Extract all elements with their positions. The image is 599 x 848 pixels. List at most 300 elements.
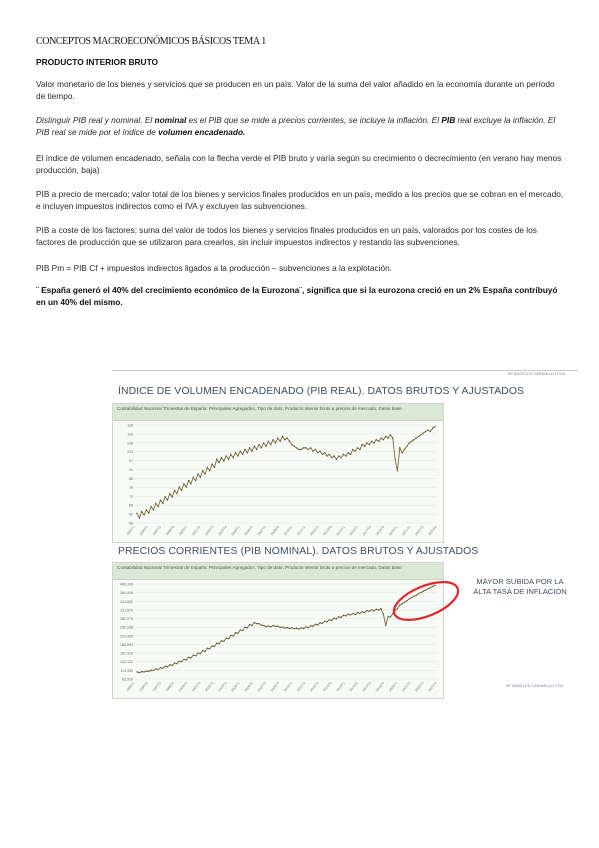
data-point xyxy=(226,637,227,638)
data-point xyxy=(277,437,278,438)
data-point xyxy=(174,662,175,663)
data-point xyxy=(413,439,414,440)
data-point xyxy=(280,627,281,628)
data-point xyxy=(406,446,407,447)
data-point xyxy=(334,618,335,619)
data-point xyxy=(193,477,194,478)
y-tick-label: 91 xyxy=(129,468,133,473)
data-point xyxy=(352,613,353,614)
data-point xyxy=(362,444,363,445)
data-point xyxy=(200,653,201,654)
data-point xyxy=(237,455,238,456)
data-point xyxy=(265,626,266,627)
data-point xyxy=(172,665,173,666)
x-tick-label: 2022T3 xyxy=(414,681,425,693)
data-point xyxy=(310,447,311,448)
data-point xyxy=(233,635,234,636)
data-point xyxy=(341,617,342,618)
data-point xyxy=(275,442,276,443)
data-point xyxy=(209,648,210,649)
data-point xyxy=(211,464,212,465)
data-point xyxy=(280,441,281,442)
data-point xyxy=(371,441,372,442)
x-tick-label: 2003T4 xyxy=(217,681,228,693)
x-tick-label: 2002T3 xyxy=(204,525,215,537)
x-tick-label: 2006T2 xyxy=(243,681,254,693)
data-point xyxy=(183,659,184,660)
data-point xyxy=(179,486,180,487)
data-point xyxy=(263,625,264,626)
data-point xyxy=(362,611,363,612)
data-point xyxy=(350,614,351,615)
data-point xyxy=(404,449,405,450)
data-point xyxy=(233,457,234,458)
data-point xyxy=(179,661,180,662)
data-point xyxy=(240,451,241,452)
data-point xyxy=(242,630,243,631)
data-point xyxy=(162,668,163,669)
data-point xyxy=(244,449,245,450)
data-point xyxy=(136,671,137,672)
data-point xyxy=(287,627,288,628)
y-tick-label: 222.495 xyxy=(120,634,133,639)
x-tick-label: 1998T4 xyxy=(164,681,176,693)
data-point xyxy=(319,622,320,623)
data-point xyxy=(409,442,410,443)
x-tick-label: 2020T1 xyxy=(387,525,399,537)
data-point xyxy=(315,449,316,450)
data-point xyxy=(202,470,203,471)
y-tick-label: 188.693 xyxy=(120,642,133,647)
x-tick-label: 2012T3 xyxy=(309,525,320,537)
data-point xyxy=(226,455,227,456)
data-point xyxy=(308,449,309,450)
x-tick-label: 2023T4 xyxy=(427,525,438,537)
data-point xyxy=(331,457,332,458)
data-point xyxy=(336,618,337,619)
data-point xyxy=(160,667,161,668)
data-point xyxy=(434,426,435,427)
x-tick-label: 2018T4 xyxy=(374,525,386,537)
data-point xyxy=(369,444,370,445)
data-point xyxy=(432,428,433,429)
data-point xyxy=(146,670,147,671)
data-point xyxy=(195,480,196,481)
data-point xyxy=(308,627,309,628)
data-point xyxy=(158,669,159,670)
data-point xyxy=(249,447,250,448)
data-point xyxy=(141,671,142,672)
data-point xyxy=(214,646,215,647)
x-tick-label: 2016T2 xyxy=(348,525,359,537)
data-point xyxy=(366,610,367,611)
data-point xyxy=(430,431,431,432)
data-point xyxy=(148,671,149,672)
x-tick-label: 2000T1 xyxy=(177,525,189,537)
data-point xyxy=(305,447,306,448)
data-point xyxy=(411,441,412,442)
data-point xyxy=(141,511,142,512)
data-point xyxy=(200,477,201,478)
data-point xyxy=(345,615,346,616)
data-point xyxy=(270,444,271,445)
data-point xyxy=(202,650,203,651)
data-point xyxy=(146,509,147,510)
data-point xyxy=(383,613,384,614)
x-tick-label: 2023T4 xyxy=(427,681,438,693)
data-point xyxy=(289,628,290,629)
data-point xyxy=(143,671,144,672)
data-point xyxy=(256,623,257,624)
text-run: Distinguir PIB real y nominal. El xyxy=(36,115,155,125)
data-point xyxy=(296,447,297,448)
data-point xyxy=(190,483,191,484)
data-point xyxy=(193,655,194,656)
data-point xyxy=(369,611,370,612)
data-point xyxy=(376,609,377,610)
document-title: CONCEPTOS MACROECONÓMICOS BÁSICOS TEMA 1 xyxy=(36,36,266,47)
data-point xyxy=(223,460,224,461)
x-tick-label: 2012T3 xyxy=(309,681,320,693)
data-point xyxy=(258,623,259,624)
data-point xyxy=(160,500,161,501)
data-point xyxy=(324,621,325,622)
x-tick-label: 1998T4 xyxy=(164,525,176,537)
data-point xyxy=(298,628,299,629)
data-point xyxy=(305,626,306,627)
data-point xyxy=(247,627,248,628)
data-point xyxy=(172,496,173,497)
data-point xyxy=(204,473,205,474)
y-tick-label: 162.913 xyxy=(120,651,133,656)
data-point xyxy=(158,506,159,507)
data-point xyxy=(143,514,144,515)
data-point xyxy=(359,449,360,450)
data-point xyxy=(282,436,283,437)
data-point xyxy=(383,439,384,440)
data-point xyxy=(244,627,245,628)
data-point xyxy=(294,446,295,447)
data-point xyxy=(366,442,367,443)
data-point xyxy=(263,442,264,443)
data-point xyxy=(425,431,426,432)
data-point xyxy=(355,451,356,452)
data-point xyxy=(211,645,212,646)
x-tick-label: 2017T3 xyxy=(361,681,373,693)
data-point xyxy=(331,620,332,621)
x-tick-label: 2021T2 xyxy=(401,681,412,693)
x-tick-label: 1995T1 xyxy=(125,525,136,537)
data-point xyxy=(268,441,269,442)
x-tick-label: 2011T2 xyxy=(296,525,307,537)
data-point xyxy=(228,638,229,639)
data-point xyxy=(162,503,163,504)
data-point xyxy=(343,454,344,455)
data-point xyxy=(291,627,292,628)
data-point xyxy=(343,615,344,616)
data-point xyxy=(416,437,417,438)
data-point xyxy=(223,641,224,642)
data-point xyxy=(427,429,428,430)
x-tick-label: 1995T1 xyxy=(125,681,136,693)
inflation-annotation: MAYOR SUBIDA POR LA ALTA TASA DE INFLACIÓN xyxy=(473,577,567,596)
y-tick-label: 364.448 xyxy=(120,591,133,596)
data-point xyxy=(214,467,215,468)
data-point xyxy=(357,447,358,448)
paragraph-real-vs-nominal xyxy=(36,114,564,139)
x-tick-label: 2022T3 xyxy=(414,525,425,537)
data-point xyxy=(380,608,381,609)
data-point xyxy=(371,609,372,610)
y-tick-label: 73 xyxy=(129,494,133,499)
data-point xyxy=(359,613,360,614)
y-tick-label: 114 xyxy=(127,432,133,437)
data-point xyxy=(364,612,365,613)
data-point xyxy=(341,457,342,458)
data-point xyxy=(348,613,349,614)
series-line xyxy=(137,427,435,518)
data-point xyxy=(348,452,349,453)
y-tick-label: 341.662 xyxy=(120,599,133,604)
data-point xyxy=(209,470,210,471)
data-point xyxy=(176,493,177,494)
data-point xyxy=(301,627,302,628)
data-point xyxy=(418,436,419,437)
data-point xyxy=(326,621,327,622)
data-point xyxy=(284,628,285,629)
data-point xyxy=(336,459,337,460)
data-point xyxy=(373,610,374,611)
x-tick-label: 2001T2 xyxy=(190,525,202,537)
data-point xyxy=(197,652,198,653)
y-tick-label: 282.079 xyxy=(120,617,133,622)
data-point xyxy=(235,452,236,453)
data-point xyxy=(390,434,391,435)
x-tick-label: 2000T1 xyxy=(177,681,189,693)
chart-header-real: Contabilidad Nacional Trimestral de España: Principales Agregados, Tipo de dato, Producto interior bruto a precios de mercado, Datos base xyxy=(113,404,443,421)
data-point xyxy=(376,439,377,440)
data-point xyxy=(251,625,252,626)
data-point xyxy=(268,625,269,626)
y-tick-label: 143.122 xyxy=(120,660,133,665)
data-point xyxy=(254,446,255,447)
x-tick-label: 2002T3 xyxy=(204,681,215,693)
x-tick-label: 2015T1 xyxy=(335,681,346,693)
data-point xyxy=(317,624,318,625)
text-run-bold: nominal xyxy=(154,115,187,125)
data-point xyxy=(319,451,320,452)
paragraph-definition: Valor monetario de los bienes y servicios que se producen en un país. Valor de la suma del valor añadido en la economía durante un período de tiempo. xyxy=(36,79,555,102)
data-point xyxy=(165,666,166,667)
data-point xyxy=(289,441,290,442)
paragraph-volume-index: El índice de volumen encadenado, señala con la flecha verde el PIB bruto y varía según su crecimiento o decrecimiento (en verano hay menos producción, baja) xyxy=(36,153,562,176)
data-point xyxy=(195,655,196,656)
y-tick-label: 118 xyxy=(127,423,133,428)
data-point xyxy=(221,640,222,641)
data-point xyxy=(216,459,217,460)
y-tick-label: 62 xyxy=(129,512,133,517)
data-point xyxy=(402,452,403,453)
x-tick-label: 2006T2 xyxy=(243,525,254,537)
data-point xyxy=(139,672,140,673)
data-point xyxy=(150,670,151,671)
inflation-highlight xyxy=(388,572,464,630)
data-point xyxy=(188,480,189,481)
data-point xyxy=(261,625,262,626)
section-heading: PRODUCTO INTERIOR BRUTO xyxy=(36,57,159,67)
data-point xyxy=(324,452,325,453)
data-point xyxy=(221,457,222,458)
data-point xyxy=(329,619,330,620)
paragraph-formula: PIB Pm = PIB Cf + impuestos indirectos ligados a la producción – subvenciones a la explotación. xyxy=(36,263,393,273)
paragraph-market-price: PIB a precio de mercado; valor total de los bienes y servicios finales producidos en un país, medido a los precios que se cobran en el mercado, e incluyen impuestos indirectos como el IVA y excluyen las subvenciones. xyxy=(36,189,564,212)
x-tick-label: 2008T4 xyxy=(269,525,281,537)
data-point xyxy=(247,452,248,453)
chart-header-nominal: Contabilidad Nacional Trimestral de España: Principales Agregados, Tipo de dato, Producto interior bruto a precios de mercado, Datos base xyxy=(113,563,443,580)
data-point xyxy=(298,449,299,450)
x-tick-label: 2007T3 xyxy=(256,525,268,537)
data-point xyxy=(237,633,238,634)
y-tick-label: 83.539 xyxy=(122,677,133,682)
x-tick-label: 2010T1 xyxy=(282,681,294,693)
data-point xyxy=(219,643,220,644)
data-point xyxy=(148,513,149,514)
data-point xyxy=(167,666,168,667)
data-point xyxy=(287,437,288,438)
data-point xyxy=(338,616,339,617)
data-point xyxy=(169,493,170,494)
data-point xyxy=(204,651,205,652)
data-point xyxy=(380,437,381,438)
figure-credit-top: Mª ÁNGELES CARAMILLO POU xyxy=(508,372,566,376)
data-point xyxy=(322,623,323,624)
data-point xyxy=(207,467,208,468)
data-point xyxy=(350,454,351,455)
data-point xyxy=(315,624,316,625)
data-point xyxy=(373,442,374,443)
chart-title-nominal: PRECIOS CORRIENTES (PIB NOMINAL). DATOS BRUTOS Y AJUSTADOS xyxy=(118,546,479,557)
data-point xyxy=(272,439,273,440)
x-tick-label: 1997T3 xyxy=(151,681,163,693)
data-point xyxy=(291,444,292,445)
data-point xyxy=(385,436,386,437)
data-point xyxy=(207,648,208,649)
data-point xyxy=(242,454,243,455)
data-point xyxy=(270,626,271,627)
data-point xyxy=(181,661,182,662)
y-tick-label: 252.288 xyxy=(120,625,133,630)
y-tick-label: 400.339 xyxy=(120,582,133,587)
data-point xyxy=(296,628,297,629)
data-point xyxy=(235,632,236,633)
x-tick-label: 2015T1 xyxy=(335,525,346,537)
text-run-bold: PIB xyxy=(441,115,456,125)
data-point xyxy=(183,483,184,484)
data-point xyxy=(326,455,327,456)
y-tick-label: 79 xyxy=(129,485,133,490)
x-tick-label: 2005T1 xyxy=(230,525,241,537)
data-point xyxy=(317,452,318,453)
text-run: real excluye la inflación. El PIB real se mide por el índice de xyxy=(36,115,556,138)
data-point xyxy=(176,663,177,664)
data-point xyxy=(392,437,393,438)
data-point xyxy=(230,454,231,455)
data-point xyxy=(357,612,358,613)
data-point xyxy=(399,447,400,448)
x-tick-label: 2020T1 xyxy=(387,681,399,693)
x-tick-label: 2003T4 xyxy=(217,525,228,537)
data-point xyxy=(420,434,421,435)
data-point xyxy=(310,625,311,626)
data-point xyxy=(387,437,388,438)
data-point xyxy=(275,626,276,627)
data-point xyxy=(352,449,353,450)
paragraph-eurozone-quote: ¨ España generó el 40% del crecimiento económico de la Eurozona¨, significa que si la eurozona creció en un 2% España contribuyó en un 40% del mismo. xyxy=(36,285,558,308)
x-tick-label: 2007T3 xyxy=(256,681,268,693)
data-point xyxy=(153,509,154,510)
data-point xyxy=(378,610,379,611)
data-point xyxy=(312,451,313,452)
data-point xyxy=(256,449,257,450)
data-point xyxy=(345,455,346,456)
x-tick-label: 2008T4 xyxy=(269,681,281,693)
x-tick-label: 2011T2 xyxy=(296,681,307,693)
data-point xyxy=(197,473,198,474)
x-tick-label: 2010T1 xyxy=(282,525,294,537)
x-tick-label: 2013T4 xyxy=(322,525,333,537)
y-tick-label: 58 xyxy=(129,521,133,526)
data-point xyxy=(397,470,398,471)
data-point xyxy=(364,446,365,447)
data-point xyxy=(186,659,187,660)
data-point xyxy=(155,668,156,669)
data-point xyxy=(334,455,335,456)
data-point xyxy=(165,496,166,497)
data-point xyxy=(228,459,229,460)
chart-real-svg xyxy=(113,421,443,545)
text-run-bold: volumen encadenado. xyxy=(158,127,246,138)
data-point xyxy=(303,628,304,629)
data-point xyxy=(136,513,137,514)
data-point xyxy=(284,439,285,440)
data-point xyxy=(423,433,424,434)
data-point xyxy=(216,643,217,644)
data-point xyxy=(186,486,187,487)
data-point xyxy=(385,625,386,626)
data-point xyxy=(169,664,170,665)
data-point xyxy=(258,444,259,445)
data-point xyxy=(167,500,168,501)
x-tick-label: 2001T2 xyxy=(190,681,202,693)
data-point xyxy=(338,455,339,456)
y-tick-label: 85 xyxy=(129,476,133,481)
x-tick-label: 1996T2 xyxy=(138,525,149,537)
data-point xyxy=(249,624,250,625)
data-point xyxy=(355,614,356,615)
data-point xyxy=(395,459,396,460)
data-point xyxy=(150,506,151,507)
data-point xyxy=(240,629,241,630)
data-point xyxy=(265,446,266,447)
data-point xyxy=(251,451,252,452)
highlight-ellipse xyxy=(389,574,463,627)
chart-title-real: ÍNDICE DE VOLUMEN ENCADENADO (PIB REAL). DATOS BRUTOS Y AJUSTADOS xyxy=(118,386,525,397)
y-tick-label: 113.330 xyxy=(120,668,133,673)
data-point xyxy=(312,626,313,627)
data-point xyxy=(181,490,182,491)
y-tick-label: 97 xyxy=(129,459,133,464)
data-point xyxy=(188,657,189,658)
